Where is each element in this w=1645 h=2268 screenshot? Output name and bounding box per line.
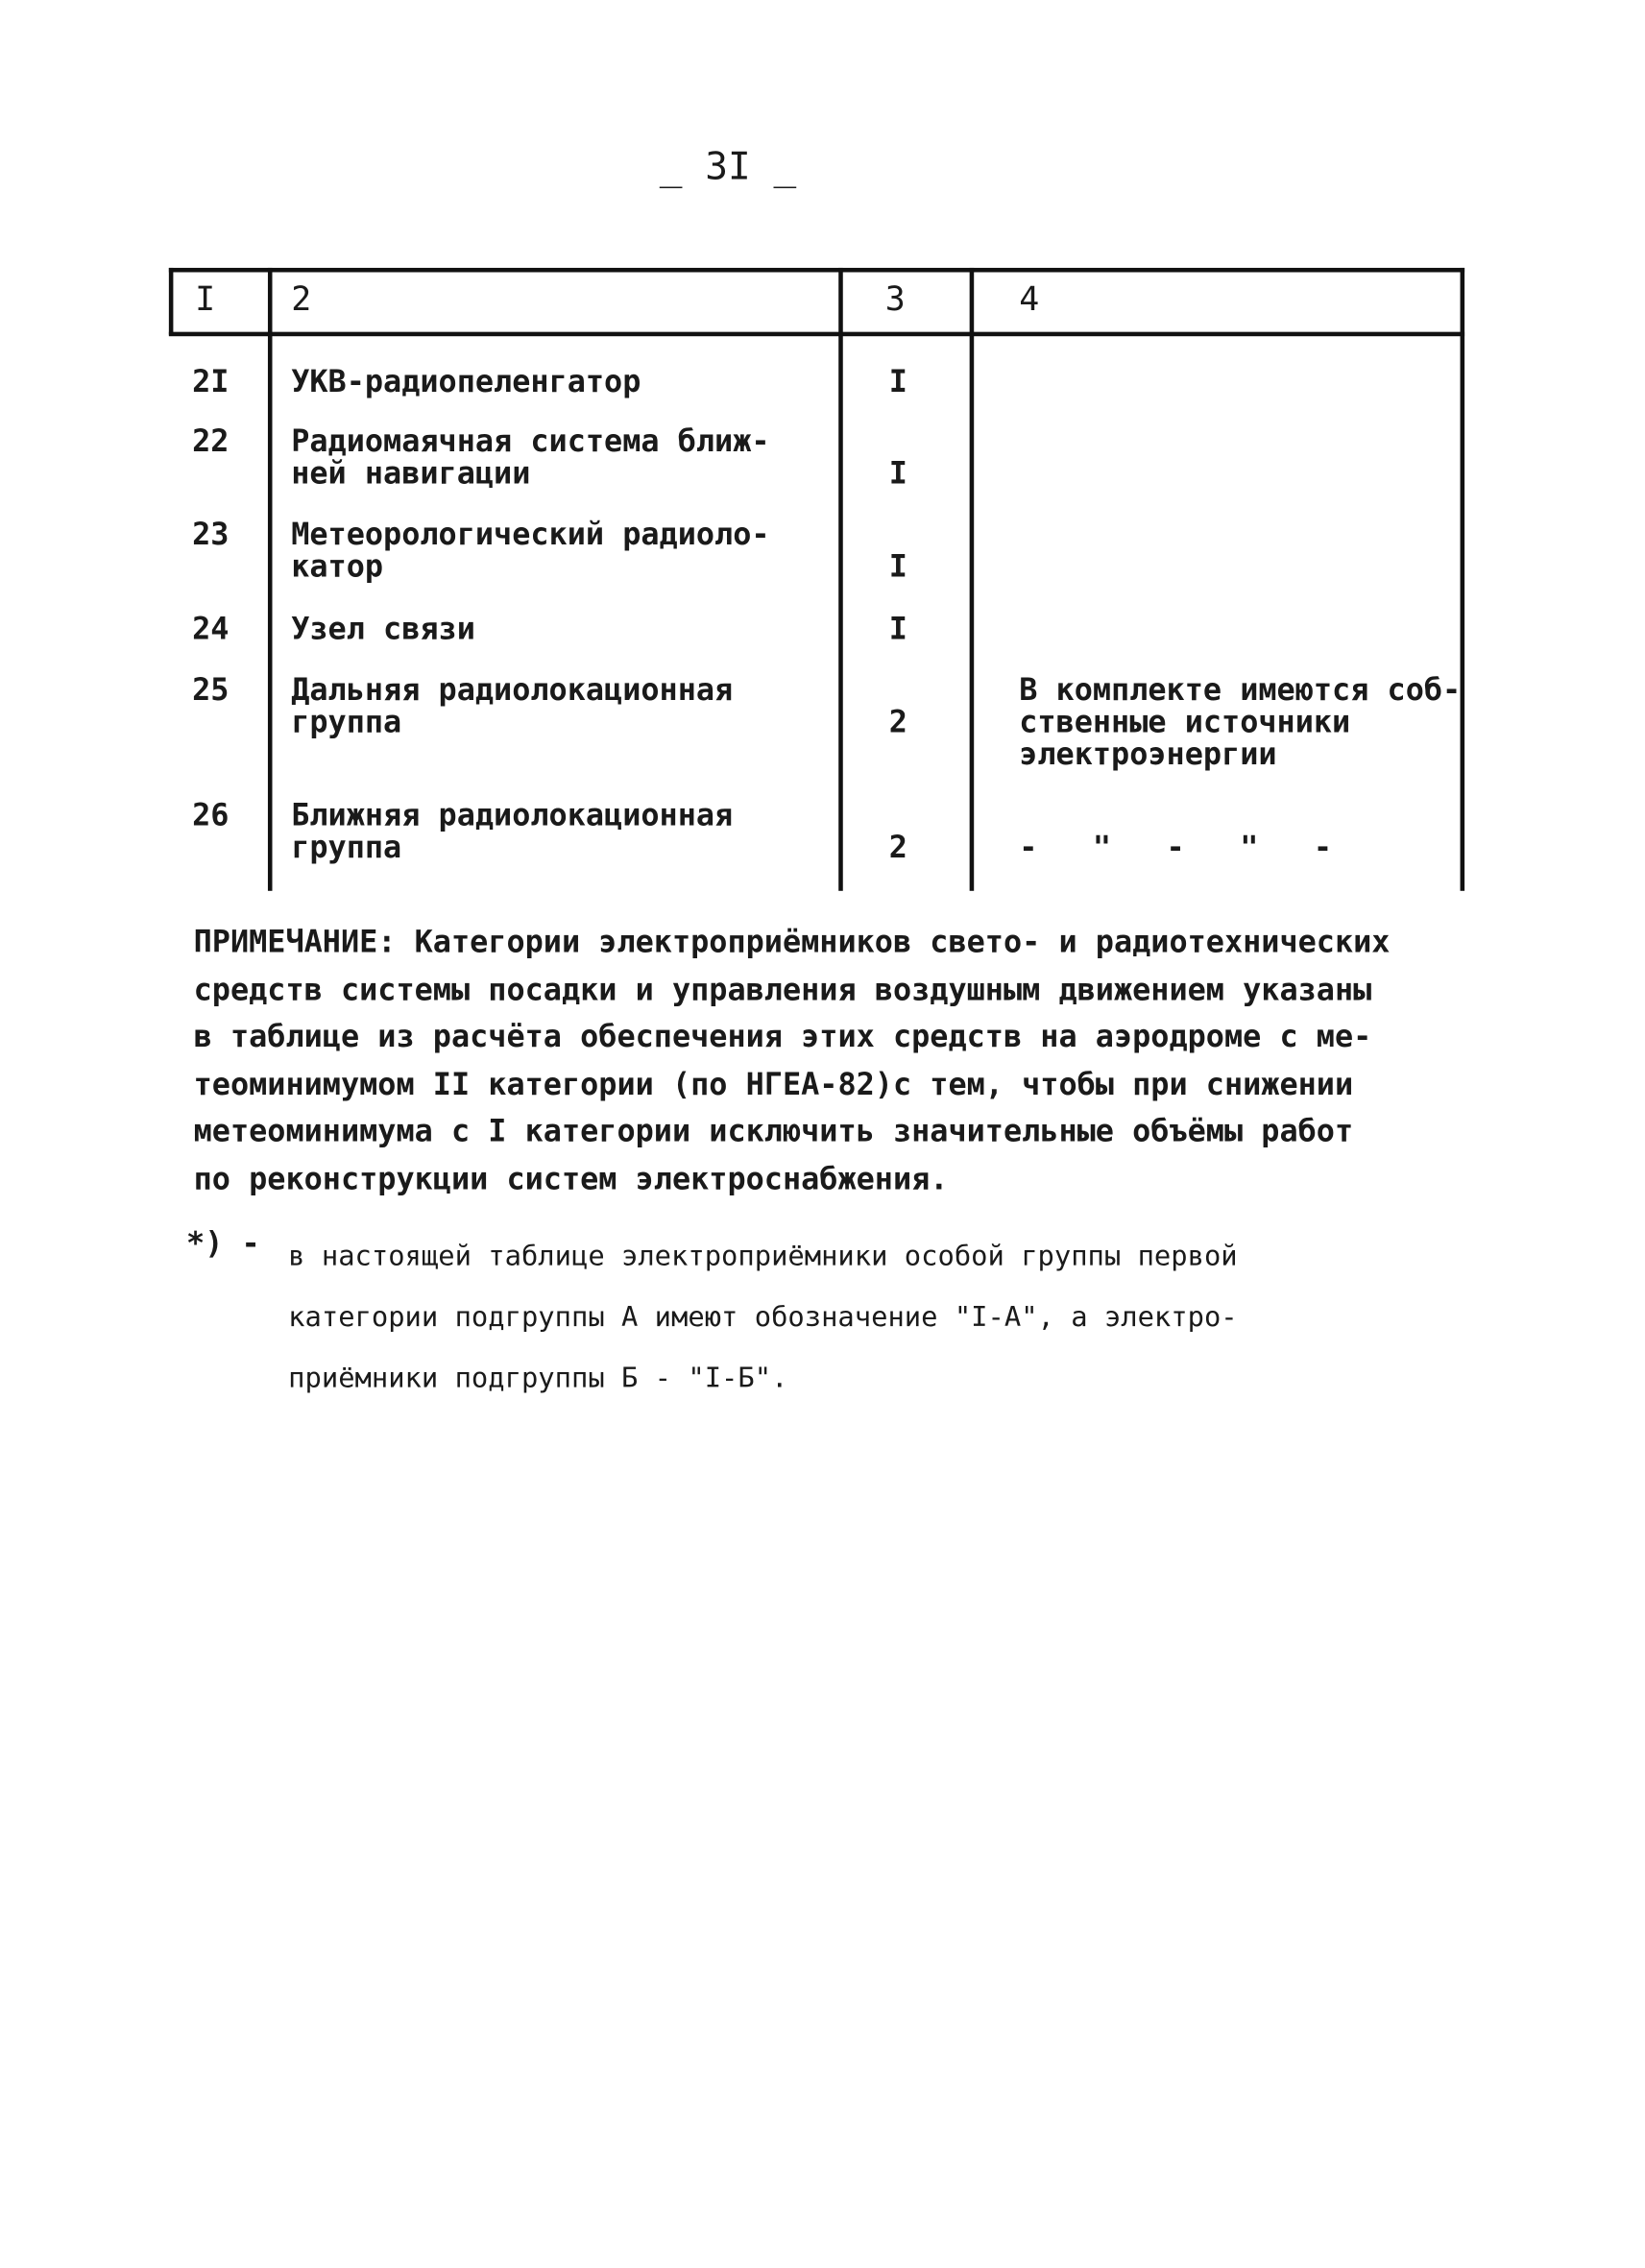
header-col-1: I: [195, 280, 216, 320]
row-category: I: [888, 548, 907, 584]
footnote-mark: *) -: [186, 1225, 260, 1261]
row-number: 24: [192, 611, 230, 647]
row-name: УКВ-радиопеленгатор: [291, 364, 641, 399]
row-number: 25: [192, 672, 230, 708]
row-name: Дальняя радиолокационная группа: [291, 672, 734, 740]
column-divider-2: [838, 268, 843, 891]
row-category: 2: [888, 704, 907, 740]
row-number: 23: [192, 517, 230, 552]
header-col-2: 2: [291, 280, 312, 320]
row-name: Ближняя радиолокационная группа: [291, 797, 734, 865]
data-table: [0, 0, 1645, 903]
row-note: - " - " -: [1019, 830, 1333, 865]
header-bottom-border: [169, 332, 1464, 337]
row-category: I: [888, 611, 907, 647]
row-name: Узел связи: [291, 611, 475, 647]
row-name: Метеорологический радиоло- катор: [291, 517, 770, 584]
table-right-border: [1461, 268, 1465, 891]
row-category: 2: [888, 830, 907, 865]
footnote-text: в настоящей таблице электроприёмники особой группы первой категории подгруппы А имеют обозначение "I-А", а электро- приёмники подгруппы Б - "I-Б".: [288, 1240, 1238, 1395]
row-number: 2I: [192, 364, 230, 399]
row-category: I: [888, 455, 907, 491]
page-number: _ 3I _: [659, 145, 797, 190]
row-note: В комплекте имеются соб- ственные источники электроэнергии: [1019, 672, 1462, 772]
note-paragraph: ПРИМЕЧАНИЕ: Категории электроприёмников свето- и радиотехнических средств системы посадки и управления воздушным движением указаны в таблице из расчёта обеспечения этих средств на аэродроме с ме- теоминимумом II категории (по НГЕА-82)с тем, чтобы при снижении метеоминимума с I категории исключить значительные объёмы работ по реконструкции систем электроснабжения.: [193, 924, 1391, 1196]
header-col-4: 4: [1019, 280, 1040, 320]
row-number: 22: [192, 423, 230, 459]
column-divider-1: [268, 268, 273, 891]
row-category: I: [888, 364, 907, 399]
column-divider-3: [970, 268, 975, 891]
table-left-border: [169, 268, 174, 335]
header-col-3: 3: [884, 280, 906, 320]
table-top-border: [169, 268, 1464, 273]
row-name: Радиомаячная система ближ- ней навигации: [291, 423, 770, 491]
row-number: 26: [192, 797, 230, 833]
